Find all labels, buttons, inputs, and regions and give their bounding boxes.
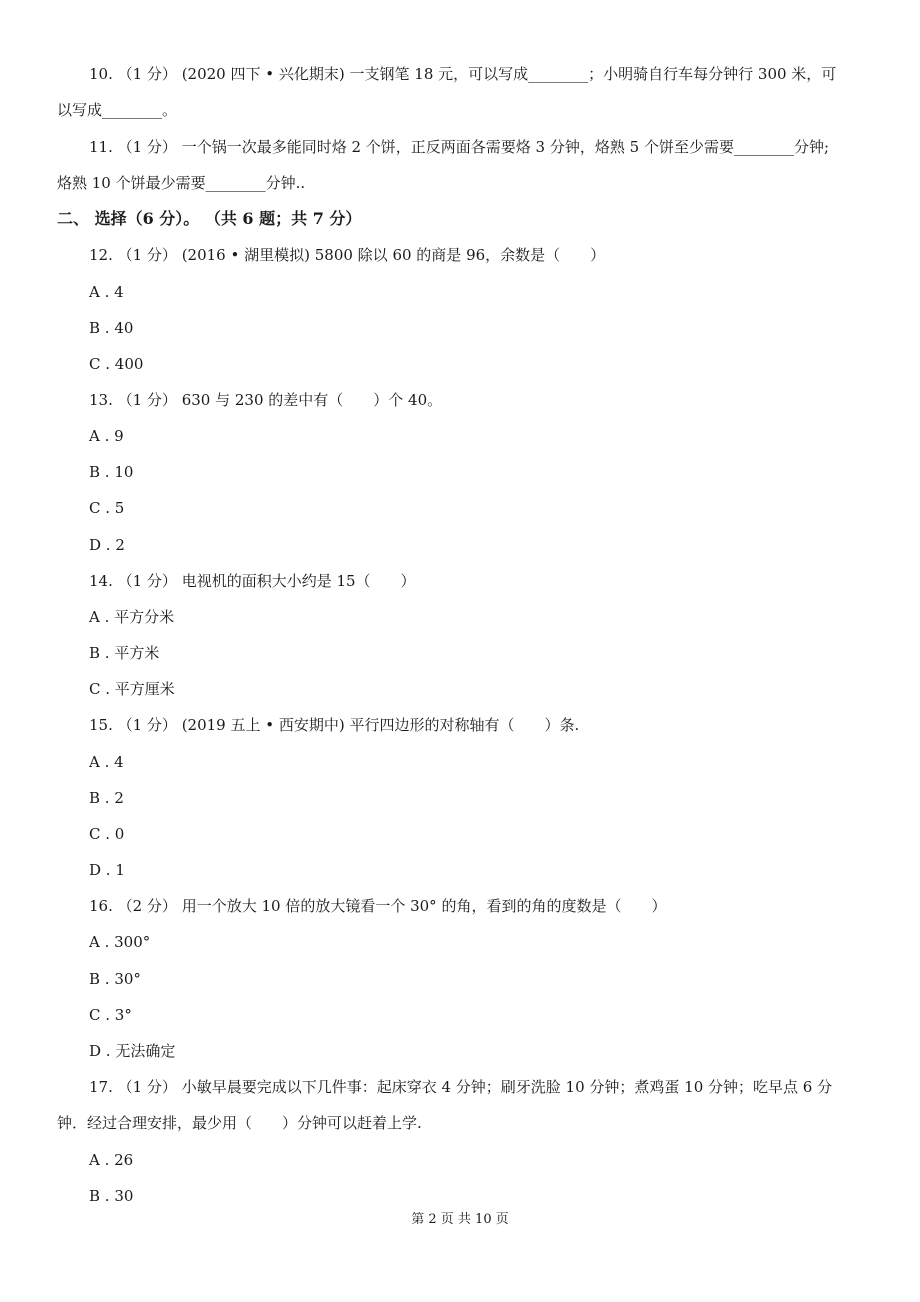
q14-stem: 14. （1 分） 电视机的面积大小约是 15（ ） [89,572,416,590]
q17-option-a: A . 26 [89,1151,134,1169]
q13-stem: 13. （1 分） 630 与 230 的差中有（ ）个 40。 [89,391,443,409]
q16-option-b: B . 30° [89,970,141,988]
q11-line2: 烙熟 10 个饼最少需要________分钟.. [57,174,306,192]
q10-line1: 10. （1 分） (2020 四下 • 兴化期末) 一支钢笔 18 元，可以写成________；小明骑自行车每分钟行 300 米，可 [89,65,837,83]
q11-line1: 11. （1 分） 一个锅一次最多能同时烙 2 个饼，正反两面各需要烙 3 分钟，烙熟 5 个饼至少需要________分钟; [89,138,829,156]
q13-option-b: B . 10 [89,463,134,481]
q14-option-c: C . 平方厘米 [89,680,175,698]
q12-stem: 12. （1 分） (2016 • 湖里模拟) 5800 除以 60 的商是 96，余数是（ ） [89,246,606,264]
q12-option-c: C . 400 [89,355,144,373]
q13-option-c: C . 5 [89,499,125,517]
q15-stem: 15. （1 分） (2019 五上 • 西安期中) 平行四边形的对称轴有（ ）条. [89,716,580,734]
q16-option-a: A . 300° [89,933,151,951]
q16-option-c: C . 3° [89,1006,132,1024]
q14-option-a: A . 平方分米 [89,608,175,626]
section-heading: 二、 选择（6 分）。 （共 6 题；共 7 分） [57,209,362,228]
q12-option-b: B . 40 [89,319,134,337]
q12-option-a: A . 4 [89,283,124,301]
q17-line2: 钟．经过合理安排，最少用（ ）分钟可以赶着上学. [57,1114,422,1132]
q13-option-d: D . 2 [89,536,125,554]
q15-option-a: A . 4 [89,753,124,771]
q16-stem: 16. （2 分） 用一个放大 10 倍的放大镜看一个 30° 的角，看到的角的度数是（ ） [89,897,667,915]
q15-option-b: B . 2 [89,789,124,807]
page-footer: 第 2 页 共 10 页 [411,1212,509,1227]
q14-option-b: B . 平方米 [89,644,160,662]
q13-option-a: A . 9 [89,427,124,445]
q10-line2: 以写成________。 [57,101,178,119]
q17-line1: 17. （1 分） 小敏早晨要完成以下几件事：起床穿衣 4 分钟；刷牙洗脸 10 分钟；煮鸡蛋 10 分钟；吃早点 6 分 [89,1078,833,1096]
q15-option-c: C . 0 [89,825,125,843]
q16-option-d: D . 无法确定 [89,1042,176,1060]
q15-option-d: D . 1 [89,861,125,879]
q17-option-b: B . 30 [89,1187,134,1205]
